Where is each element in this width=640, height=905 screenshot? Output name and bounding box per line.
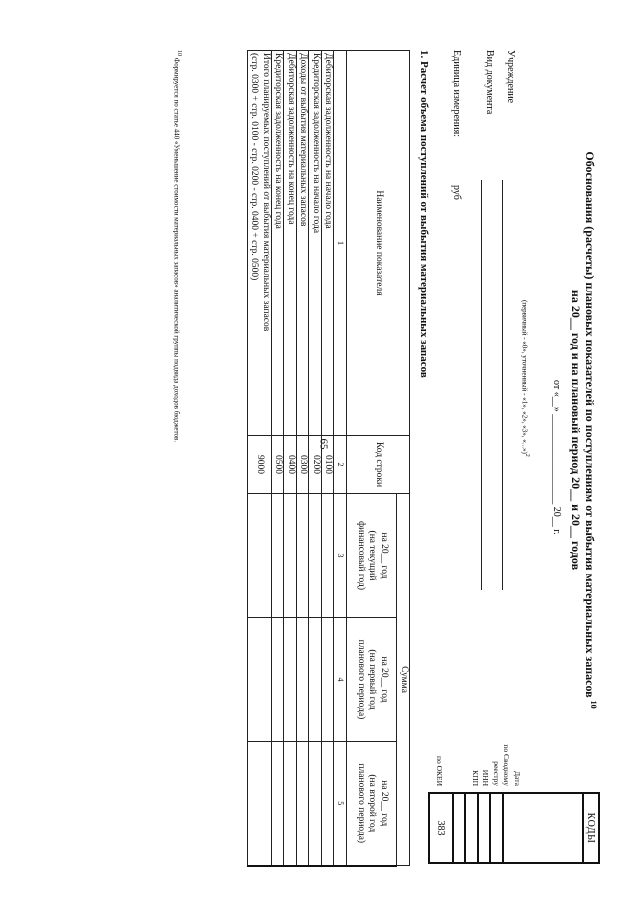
header-name: Наименование показателя [347, 51, 410, 436]
header-row-1 [397, 51, 410, 866]
table-row [322, 51, 335, 866]
unit-value: руб [451, 185, 462, 200]
title-footnote-mark: 10 [589, 700, 598, 709]
column-number-2: 2 [334, 436, 347, 494]
codes-cell-registry [490, 793, 503, 863]
row-code: 0100 [322, 436, 335, 494]
total-value-3 [248, 494, 272, 618]
column-numbers-row [334, 51, 347, 866]
row-code: 0500 [272, 436, 285, 494]
row-code: 0200 [309, 436, 322, 494]
column-number-3: 3 [334, 494, 347, 618]
codes-label-registry-1: по Сводному [502, 744, 512, 786]
codes-labels [434, 720, 522, 786]
header-col-3: на 20__ год (на текущий финансовый год) [347, 494, 397, 618]
column-number-1: 1 [334, 51, 347, 436]
document-type-note: (первичный - «0», уточненный - «1», «2», «3», «...»)$^2$ [520, 300, 530, 457]
row-value-3 [297, 494, 310, 618]
row-value-5 [309, 742, 322, 866]
row-value-3 [272, 494, 285, 618]
row-value-4 [322, 618, 335, 742]
table-row [297, 51, 310, 866]
total-row [248, 51, 272, 866]
column-number-4: 4 [334, 618, 347, 742]
codes-cell-kpp [465, 793, 478, 863]
header-col-5: на 20__ год (на второй год планового периода) [347, 742, 397, 866]
institution-label: Учреждение [505, 50, 516, 104]
header-col-4: на 20__ год (на первый год планового периода) [347, 618, 397, 742]
row-value-5 [284, 742, 297, 866]
row-value-4 [309, 618, 322, 742]
codes-cell-date [503, 793, 583, 863]
form-title [569, 90, 600, 770]
footnote-mark: 10 [176, 50, 182, 56]
row-value-5 [297, 742, 310, 866]
column-number-5: 5 [334, 742, 347, 866]
title-line-2: на 20__ год и на плановый период 20__ и 20__ годов [569, 289, 583, 571]
codes-label-date: Дата [513, 771, 522, 786]
date-line: от «__» __________________ 20__ г. [551, 380, 562, 535]
row-value-3 [284, 494, 297, 618]
row-value-4 [297, 618, 310, 742]
table-row [309, 51, 322, 866]
row-value-5 [272, 742, 285, 866]
total-name: Итого планируемых поступлений от выбытия материальных запасов (стр. 0300 + стр. 0100 - стр. 0200 - стр. 0400 + стр. 0500) [248, 51, 272, 436]
codes-cell-inn [478, 793, 491, 863]
codes-cell-okei: 383 [429, 793, 453, 863]
total-code: 9000 [248, 436, 272, 494]
document-type-line [481, 180, 482, 590]
row-value-5 [322, 742, 335, 866]
section-title: 1. Расчет объема поступлений от выбытия материальных запасов [418, 50, 430, 378]
row-value-4 [272, 618, 285, 742]
document-type-label: Вид документа [484, 50, 495, 115]
footnote-text: Формируется по статье 440 «Уменьшение стоимости материальных запасов» аналитической группы подвида доходов бюджетов. [172, 57, 181, 443]
row-value-3 [322, 494, 335, 618]
calc-table [247, 50, 410, 867]
codes-label-registry-2: реестру [491, 761, 501, 786]
table-row [284, 51, 297, 866]
codes-header: КОДЫ [583, 793, 599, 863]
header-sum: Сумма [397, 494, 410, 866]
header-code: Код строки [347, 436, 410, 494]
codes-label-kpp: КПП [470, 770, 480, 786]
row-value-4 [284, 618, 297, 742]
codes-label-okei: по ОКЕИ [435, 755, 445, 786]
row-code: 0400 [284, 436, 297, 494]
codes-table [428, 792, 600, 864]
page-number: 65 [317, 438, 330, 450]
institution-line [502, 180, 503, 590]
row-name: Дебиторская задолженность на конец года [284, 51, 297, 436]
row-name: Кредиторская задолженность на конец года [272, 51, 285, 436]
row-value-3 [309, 494, 322, 618]
total-value-4 [248, 618, 272, 742]
row-name: Дебиторская задолженность на начало года [322, 51, 335, 436]
table-row [272, 51, 285, 866]
codes-label-inn: ИНН [481, 769, 491, 786]
row-code: 0300 [297, 436, 310, 494]
codes-cell-empty [453, 793, 466, 863]
unit-label: Единица измерения: [451, 50, 462, 137]
row-name: Кредиторская задолженность на начало года [309, 51, 322, 436]
codes-label-empty [458, 720, 469, 786]
footnote [173, 50, 182, 442]
row-name: Доходы от выбытия материальных запасов [297, 51, 310, 436]
total-value-5 [248, 742, 272, 866]
title-line-1: Обоснования (расчеты) плановых показателей по поступлениям от выбытия материальных запасов $^{10}$ [583, 151, 598, 709]
